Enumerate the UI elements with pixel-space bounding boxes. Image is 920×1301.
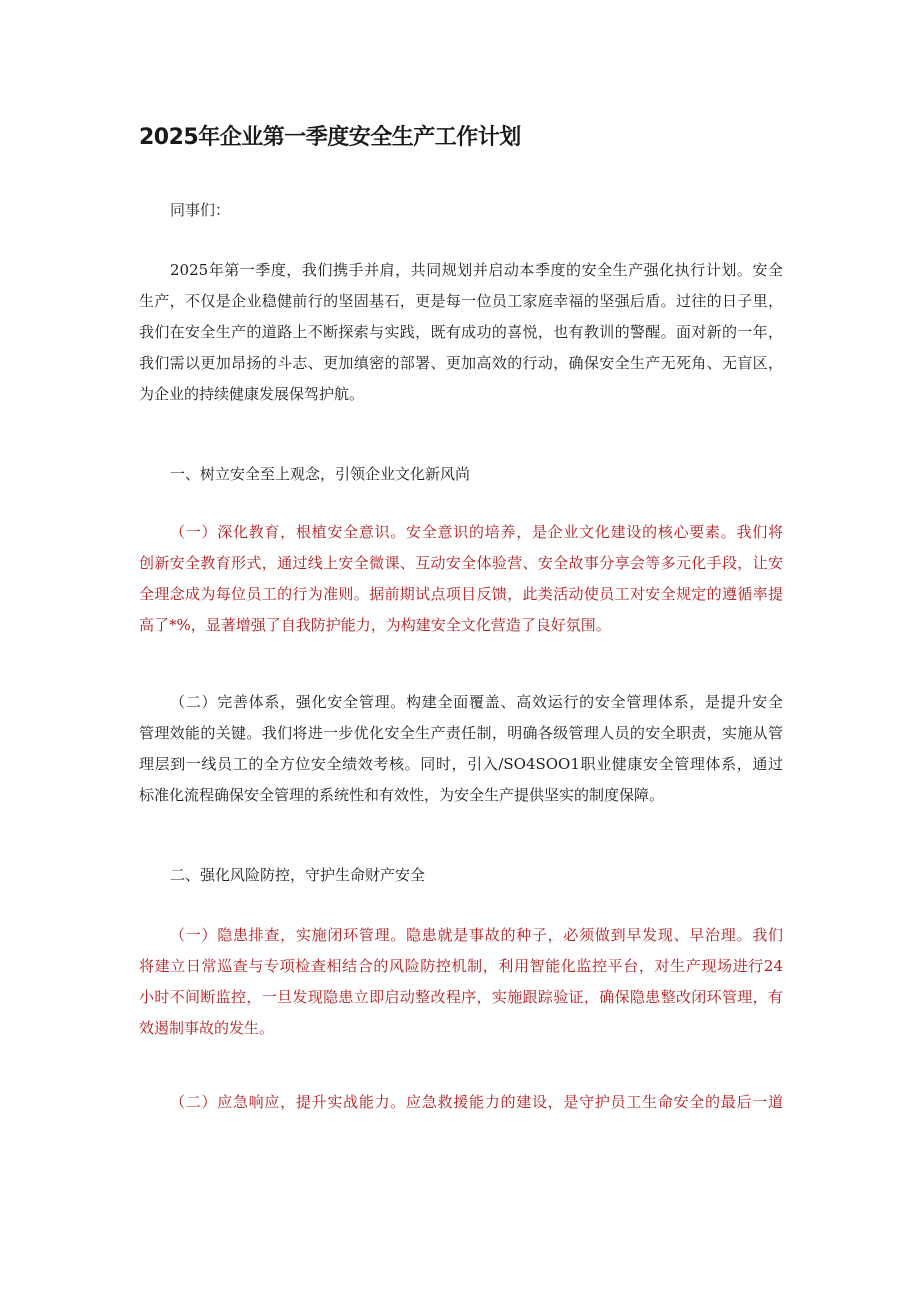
paragraph-line: （二）完善体系，强化安全管理。构建全面覆盖、高效运行的安全管理体系，是提升安全 [170,693,783,711]
intro-line: 我们在安全生产的道路上不断探索与实践，既有成功的喜悦，也有教训的警醒。面对新的一年， [139,323,783,341]
paragraph-line: 高了*%，显著增强了自我防护能力，为构建安全文化营造了良好氛围。 [139,616,611,634]
paragraph-line: 创新安全教育形式，通过线上安全微课、互动安全体验营、安全故事分享会等多元化手段，让安 [139,554,783,572]
paragraph-line: 效遏制事故的发生。 [139,1019,275,1037]
section-heading-1: 一、树立安全至上观念，引领企业文化新风尚 [170,465,471,483]
document-title: 2025年企业第一季度安全生产工作计划 [139,125,521,150]
paragraph-line: 全理念成为每位员工的行为准则。据前期试点项目反馈，此类活动使员工对安全规定的遵循率提 [139,585,783,603]
intro-line: 2025年第一季度，我们携手并肩，共同规划并启动本季度的安全生产强化执行计划。安全 [170,261,783,279]
intro-paragraph [139,255,783,410]
paragraph-line: 将建立日常巡查与专项检查相结合的风险防控机制，利用智能化监控平台，对生产现场进行24 [139,957,783,975]
section2-paragraph-1 [139,920,783,1044]
salutation: 同事们： [170,201,231,219]
paragraph-line: 小时不间断监控，一旦发现隐患立即启动整改程序，实施跟踪验证，确保隐患整改闭环管理，有 [139,988,783,1006]
paragraph-line: 标准化流程确保安全管理的系统性和有效性，为安全生产提供坚实的制度保障。 [139,786,665,804]
paragraph-line: （一）隐患排查，实施闭环管理。隐患就是事故的种子，必须做到早发现、早治理。我们 [170,926,783,944]
section-heading-2: 二、强化风险防控，守护生命财产安全 [170,866,426,884]
paragraph-line: （一）深化教育，根植安全意识。安全意识的培养，是企业文化建设的核心要素。我们将 [170,523,783,541]
paragraph-line: 管理效能的关键。我们将进一步优化安全生产责任制，明确各级管理人员的安全职责，实施从管 [139,724,783,742]
paragraph-line: 理层到一线员工的全方位安全绩效考核。同时，引入/SO4SOO1职业健康安全管理体系，通过 [139,755,783,773]
intro-line: 生产，不仅是企业稳健前行的坚固基石，更是每一位员工家庭幸福的坚强后盾。过往的日子里， [139,292,783,310]
section1-paragraph-1 [139,517,783,641]
intro-line: 为企业的持续健康发展保驾护航。 [139,385,365,403]
intro-line: 我们需以更加昂扬的斗志、更加缜密的部署、更加高效的行动，确保安全生产无死角、无盲区， [139,354,783,372]
paragraph-line: （二）应急响应，提升实战能力。应急救援能力的建设，是守护员工生命安全的最后一道 [170,1093,783,1111]
section1-paragraph-2 [139,687,783,811]
section2-paragraph-2 [139,1087,783,1118]
